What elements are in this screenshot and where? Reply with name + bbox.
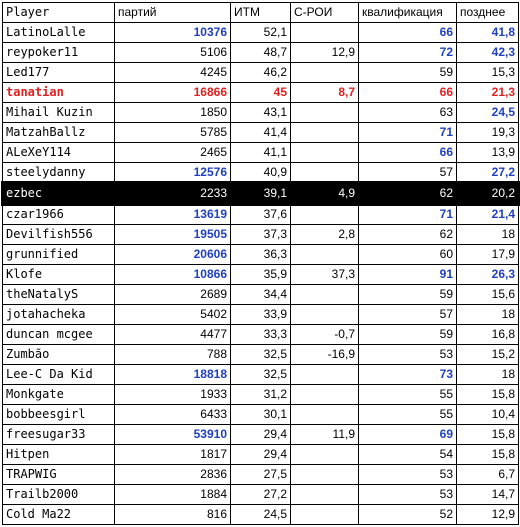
cell-itm: 40,9 <box>231 163 291 184</box>
cell-itm: 45 <box>231 83 291 103</box>
cell-croi <box>291 23 359 43</box>
table-row[interactable] <box>3 204 519 225</box>
cell-player: LatinoLalle <box>3 23 115 43</box>
cell-player: Trailb2000 <box>3 485 115 505</box>
cell-croi: 37,3 <box>291 265 359 285</box>
cell-games: 13619 <box>115 204 231 225</box>
cell-late: 21,4 <box>457 204 519 225</box>
cell-player: MatzahBallz <box>3 123 115 143</box>
table-row[interactable] <box>3 103 519 123</box>
cell-late: 6,7 <box>457 465 519 485</box>
cell-qualification: 52 <box>359 505 457 525</box>
cell-croi: 2,8 <box>291 225 359 245</box>
cell-qualification: 71 <box>359 123 457 143</box>
cell-late: 10,4 <box>457 405 519 425</box>
cell-itm: 32,5 <box>231 345 291 365</box>
cell-games: 1884 <box>115 485 231 505</box>
cell-qualification: 62 <box>359 183 457 204</box>
cell-itm: 27,2 <box>231 485 291 505</box>
cell-player: tanatian <box>3 83 115 103</box>
cell-croi <box>291 245 359 265</box>
cell-croi: 8,7 <box>291 83 359 103</box>
cell-games: 5402 <box>115 305 231 325</box>
cell-croi <box>291 123 359 143</box>
cell-itm: 41,4 <box>231 123 291 143</box>
table-row[interactable] <box>3 183 519 204</box>
stats-table-container <box>2 2 519 525</box>
cell-itm: 35,9 <box>231 265 291 285</box>
table-row[interactable] <box>3 225 519 245</box>
cell-player: Monkgate <box>3 385 115 405</box>
header-late[interactable]: позднее <box>457 3 519 23</box>
cell-croi <box>291 385 359 405</box>
player-stats-table <box>2 2 519 525</box>
cell-itm: 31,2 <box>231 385 291 405</box>
cell-qualification: 60 <box>359 245 457 265</box>
cell-croi <box>291 365 359 385</box>
cell-qualification: 53 <box>359 345 457 365</box>
cell-player: theNatalyS <box>3 285 115 305</box>
cell-itm: 33,9 <box>231 305 291 325</box>
cell-games: 20606 <box>115 245 231 265</box>
cell-itm: 32,5 <box>231 365 291 385</box>
cell-late: 19,3 <box>457 123 519 143</box>
cell-itm: 29,4 <box>231 445 291 465</box>
cell-itm: 52,1 <box>231 23 291 43</box>
cell-itm: 37,6 <box>231 204 291 225</box>
cell-late: 18 <box>457 365 519 385</box>
table-row[interactable] <box>3 365 519 385</box>
cell-late: 18 <box>457 305 519 325</box>
cell-qualification: 57 <box>359 305 457 325</box>
cell-games: 6433 <box>115 405 231 425</box>
cell-itm: 24,5 <box>231 505 291 525</box>
table-row[interactable] <box>3 143 519 163</box>
table-row[interactable] <box>3 465 519 485</box>
cell-qualification: 71 <box>359 204 457 225</box>
cell-itm: 33,3 <box>231 325 291 345</box>
header-qualification[interactable]: квалификация <box>359 3 457 23</box>
cell-croi <box>291 445 359 465</box>
cell-games: 1850 <box>115 103 231 123</box>
cell-games: 4477 <box>115 325 231 345</box>
cell-croi <box>291 285 359 305</box>
cell-itm: 30,1 <box>231 405 291 425</box>
cell-itm: 37,3 <box>231 225 291 245</box>
cell-late: 15,2 <box>457 345 519 365</box>
cell-player: Mihail Kuzin <box>3 103 115 123</box>
cell-games: 10376 <box>115 23 231 43</box>
table-row[interactable] <box>3 265 519 285</box>
cell-qualification: 72 <box>359 43 457 63</box>
cell-croi: 12,9 <box>291 43 359 63</box>
cell-late: 15,3 <box>457 63 519 83</box>
cell-croi: -16,9 <box>291 345 359 365</box>
cell-late: 15,8 <box>457 425 519 445</box>
cell-qualification: 53 <box>359 465 457 485</box>
cell-itm: 29,4 <box>231 425 291 445</box>
cell-qualification: 66 <box>359 23 457 43</box>
table-body <box>3 23 519 525</box>
cell-games: 2689 <box>115 285 231 305</box>
cell-croi: 11,9 <box>291 425 359 445</box>
cell-qualification: 66 <box>359 83 457 103</box>
cell-qualification: 69 <box>359 425 457 445</box>
cell-games: 788 <box>115 345 231 365</box>
header-itm[interactable]: ИТМ <box>231 3 291 23</box>
table-row[interactable] <box>3 485 519 505</box>
cell-qualification: 54 <box>359 445 457 465</box>
cell-croi <box>291 143 359 163</box>
table-row[interactable] <box>3 345 519 365</box>
table-row[interactable] <box>3 123 519 143</box>
cell-itm: 43,1 <box>231 103 291 123</box>
cell-games: 12576 <box>115 163 231 184</box>
cell-games: 5106 <box>115 43 231 63</box>
cell-games: 1817 <box>115 445 231 465</box>
cell-late: 18 <box>457 225 519 245</box>
cell-late: 21,3 <box>457 83 519 103</box>
cell-player: ezbec <box>3 183 115 204</box>
cell-games: 53910 <box>115 425 231 445</box>
cell-player: steelydanny <box>3 163 115 184</box>
cell-player: reypoker11 <box>3 43 115 63</box>
table-row[interactable] <box>3 425 519 445</box>
cell-croi <box>291 204 359 225</box>
cell-player: czar1966 <box>3 204 115 225</box>
cell-player: Klofe <box>3 265 115 285</box>
table-row[interactable] <box>3 325 519 345</box>
cell-itm: 39,1 <box>231 183 291 204</box>
table-row[interactable] <box>3 163 519 184</box>
header-player[interactable]: Player <box>3 3 115 23</box>
cell-qualification: 73 <box>359 365 457 385</box>
header-croi[interactable]: С-РОИ <box>291 3 359 23</box>
cell-player: grunnified <box>3 245 115 265</box>
table-row[interactable] <box>3 63 519 83</box>
cell-player: ALeXeY114 <box>3 143 115 163</box>
table-row[interactable] <box>3 23 519 43</box>
cell-late: 16,8 <box>457 325 519 345</box>
cell-games: 4245 <box>115 63 231 83</box>
table-row[interactable] <box>3 245 519 265</box>
cell-player: Zumbão <box>3 345 115 365</box>
cell-itm: 27,5 <box>231 465 291 485</box>
cell-qualification: 62 <box>359 225 457 245</box>
cell-late: 15,8 <box>457 385 519 405</box>
cell-qualification: 59 <box>359 325 457 345</box>
cell-croi <box>291 305 359 325</box>
cell-late: 24,5 <box>457 103 519 123</box>
table-row[interactable] <box>3 43 519 63</box>
cell-late: 15,8 <box>457 445 519 465</box>
cell-late: 42,3 <box>457 43 519 63</box>
cell-games: 2233 <box>115 183 231 204</box>
cell-player: Led177 <box>3 63 115 83</box>
cell-late: 27,2 <box>457 163 519 184</box>
cell-croi <box>291 405 359 425</box>
table-row[interactable] <box>3 285 519 305</box>
table-row[interactable] <box>3 385 519 405</box>
cell-qualification: 55 <box>359 385 457 405</box>
table-row[interactable] <box>3 505 519 525</box>
cell-itm: 48,7 <box>231 43 291 63</box>
cell-croi <box>291 505 359 525</box>
cell-games: 19505 <box>115 225 231 245</box>
cell-late: 12,9 <box>457 505 519 525</box>
header-games[interactable]: партий <box>115 3 231 23</box>
cell-croi <box>291 163 359 184</box>
cell-games: 18818 <box>115 365 231 385</box>
cell-croi <box>291 465 359 485</box>
cell-qualification: 57 <box>359 163 457 184</box>
cell-player: Hitpen <box>3 445 115 465</box>
cell-late: 14,7 <box>457 485 519 505</box>
cell-qualification: 53 <box>359 485 457 505</box>
header-row <box>3 3 519 23</box>
cell-player: freesugar33 <box>3 425 115 445</box>
cell-itm: 36,3 <box>231 245 291 265</box>
cell-late: 17,9 <box>457 245 519 265</box>
cell-games: 10866 <box>115 265 231 285</box>
cell-late: 26,3 <box>457 265 519 285</box>
cell-games: 1933 <box>115 385 231 405</box>
cell-games: 816 <box>115 505 231 525</box>
cell-croi: -0,7 <box>291 325 359 345</box>
cell-croi <box>291 103 359 123</box>
cell-qualification: 63 <box>359 103 457 123</box>
cell-games: 2465 <box>115 143 231 163</box>
cell-player: duncan mcgee <box>3 325 115 345</box>
cell-qualification: 66 <box>359 143 457 163</box>
cell-qualification: 55 <box>359 405 457 425</box>
cell-player: Lee-C Da Kid <box>3 365 115 385</box>
cell-player: bobbeesgirl <box>3 405 115 425</box>
cell-player: Cold Ma22 <box>3 505 115 525</box>
cell-late: 41,8 <box>457 23 519 43</box>
cell-games: 2836 <box>115 465 231 485</box>
table-row[interactable] <box>3 305 519 325</box>
cell-player: TRAPWIG <box>3 465 115 485</box>
cell-croi <box>291 63 359 83</box>
cell-itm: 46,2 <box>231 63 291 83</box>
cell-itm: 34,4 <box>231 285 291 305</box>
cell-late: 15,6 <box>457 285 519 305</box>
cell-qualification: 91 <box>359 265 457 285</box>
table-row[interactable] <box>3 83 519 103</box>
cell-player: jotahacheka <box>3 305 115 325</box>
cell-late: 20,2 <box>457 183 519 204</box>
cell-qualification: 59 <box>359 285 457 305</box>
cell-games: 5785 <box>115 123 231 143</box>
table-row[interactable] <box>3 405 519 425</box>
table-row[interactable] <box>3 445 519 465</box>
cell-late: 13,9 <box>457 143 519 163</box>
cell-qualification: 59 <box>359 63 457 83</box>
cell-itm: 41,1 <box>231 143 291 163</box>
cell-player: Devilfish556 <box>3 225 115 245</box>
cell-games: 16866 <box>115 83 231 103</box>
cell-croi <box>291 485 359 505</box>
cell-croi: 4,9 <box>291 183 359 204</box>
